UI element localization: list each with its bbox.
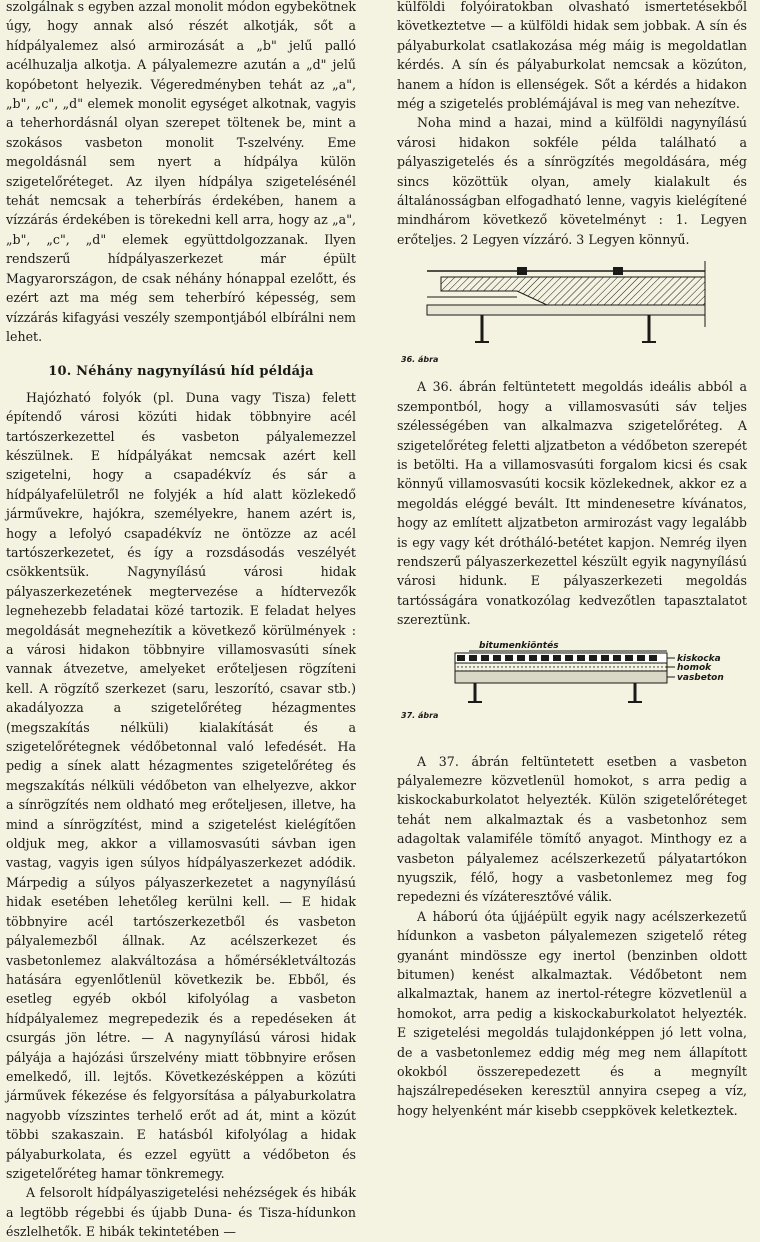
figure-caption: 37. ábra (401, 711, 439, 721)
paragraph: A 37. ábrán feltüntetett esetben a vasbeton pályalemezre közvetlenül homokot, s arra pedig a kiskockaburkolatot helyezték. Külön szigetelőréteget tehát nem alkalmaztak és a vasbetonhoz sem adagoltak valamiféle tömítő anyagot. Minthogy ez a vasbeton pályalemez acélszerkezetű pályatartókon nyugszik, félő, hogy a vasbetonlemez meg fog repedezni és vízáteresztővé válik. (397, 753, 747, 905)
figure-37 (397, 638, 747, 744)
label-bitumen: bitumenkiöntés (479, 640, 559, 651)
paragraph: A felsorolt hídpályaszigetelési nehézségek és hibák a legtöbb régebbi és újabb Duna- és Tisza-hídunkon észlelhetők. E hibák tekintetében — (6, 1185, 356, 1240)
figure-36-drawing (397, 257, 747, 355)
paragraph: A 36. ábrán feltüntetett megoldás ideális abból a szempontból, hogy a villamosvasúti sáv teljes szélességében van alkalmazva szigetelőréteg. A szigetelőréteg feletti aljzatbeton a védőbeton szerepét is betölti. Ha a villamosvasúti forgalom kicsi és csak könnyű villamosvasúti kocsik közlekednek, akkor ez a megoldás eléggé bevált. Itt mindenesetre kívánatos, hogy az említett aljzatbeton armirozást vagy legalább is egy vagy két drótháló-betétet kapjon. Nemrég ilyen rendszerű pályaszerkezettel készült egyik nagynyílású városi hidunk. E pályaszerkezeti megoldás tartósságára vonatkozólag kedvezőtlen tapasztalatot szereztünk. (397, 379, 747, 628)
paragraph: Hajózható folyók (pl. Duna vagy Tisza) felett építendő városi közúti hidak többnyire acél tartószerkezettel és vasbeton pályalemezzel készülnek. E hídpályákat nemcsak azért kell szigetelni, hogy a csapadékvíz és sár a hídpályafelületről ne folyjék a híd alatt közlekedő járművekre, hajókra, személyekre, hanem azért is, hogy a lefolyó csapadékvíz ne öntözze az acél tartószerkezetet, és így a rozsdásodás veszélyét csökkentsük. Nagynyílású városi hidak pályaszerkezetének megtervezése a hídtervezők legnehezebb feladatai közé tartozik. E feladat helyes megoldását megnehezítik a következő körülmények : a városi hidakon többnyire villamosvasúti sínek vannak átvezetve, amelyeket erőteljesen rögzíteni kell. A rögzítő szerkezet (saru, leszorító, csavar stb.) akadályozza a szigetelőréteg hézagmentes (megszakítás nélküli) kialakítását és a szigetelőrétegnek védőbetonnal való lefedését. Ha pedig a sínek alatt hézagmentes szigetelőréteg és megszakítás nélküli védőbeton van elhelyezve, akkor a sínrögzítés nem oldható meg erőteljesen, illetve, ha mind a sínrögzítést, mind a szigetelést kielégítően oldjuk meg, akkor a villamosvasúti sávban igen vastag, vagyis igen súlyos hídpályaszerkezet adódik. Márpedig a súlyos pályaszerkezetet a nagynyílású hidak esetében lehetőleg kerülni kell. — E hidak többnyire acél tartószerkezetből és vasbeton pályalemezből állnak. Az acélszerkezet és vasbetonlemez alakváltozása a hőmérsékletváltozás hatására egyenlőtlenül következik be. Ebből, és esetleg egyéb okból kifolyólag a vasbeton hídpályalemez megrepedezik és a repedéseken át csurgás jön létre. — A nagynyílású városi hidak pályája a hajózási űrszelvény miatt többnyire erősen emelkedő, ill. lejtős. Következésképpen a közúti járművek fékezése és felgyorsítása a pályaburkolatra nagyobb vízszintes terhelő erőt ad át, mint a közút többi szakaszain. E hatásból kifolyólag a hidak pályaburkolata, és ezzel együtt a védőbeton és szigetelőréteg hamar tönkremegy. (6, 389, 356, 1181)
cobble-row (457, 655, 657, 661)
label-kiskocka: kiskocka (677, 653, 721, 664)
label-vasbeton: vasbeton (677, 672, 724, 683)
left-column (6, 0, 356, 1242)
section-heading: 10. Néhány nagynyílású híd példája (48, 364, 314, 380)
label-homok: homok (677, 662, 712, 673)
figure-37-drawing (397, 638, 747, 730)
paragraph: Noha mind a hazai, mind a külföldi nagynyílású városi hidakon sokféle példa található a pályaszigetelés és a sínrögzítés megoldására, még sincs közöttük olyan, amely kialakult és általánosságban elfogadható lenne, vagyis kielégítené mindhárom következő követelményt : 1. Legyen erőteljes. 2 Legyen vízzáró. 3 Legyen könnyű. (397, 115, 747, 247)
figure-caption: 36. ábra (401, 354, 439, 364)
paragraph: A háború óta újjáépült egyik nagy acélszerkezetű hídunkon a vasbeton pályalemezen szigetelő réteg gyanánt mindössze egy inertol (benzinben oldott bitumen) kenést alkalmaztak. Védőbetont nem alkalmaztak, hanem az inertol-rétegre közvetlenül a homokot, arra pedig a kiskockaburkolatot helyezték. E szigetelési megoldás tulajdonképpen jó lett volna, de a vasbetonlemez eddig még meg nem állapított okokból összerepedezett és a megnyílt hajszálrepedéseken keresztül annyira csepeg a víz, hogy helyenként már kisebb cseppkövek keletkeztek. (397, 908, 747, 1118)
figure-36 (397, 257, 747, 369)
paragraph: szolgálnak s egyben azzal monolit módon egybekötnek úgy, hogy annak alsó részét alkotják, sőt a hídpályalemez alsó armirozását a „b" jelű palló acélhuzalja alkotja. A pályalemezre azután a „d" jelű kopóbetont helyezik. Végeredményben tehát az „a", „b", „c", „d" elemek monolit egységet alkotnak, vagyis a teherhordásnál olyan szerepet töltenek be, mint a szokásos vasbeton monolit T-szelvény. Eme megoldásnál sem nyert a hídpálya külön szigetelőréteget. Az ilyen hídpálya szigetelésénél tehát nemcsak a teherbírás érdekében, hanem a vízzárás érdekében is törekedni kell arra, hogy az „a", „b", „c", „d" elemek együttdolgozzanak. Ilyen rendszerű hídpályaszerkezet már épült Magyarországon, de csak néhány hónappal ezelőtt, és ezért azt ma még sem teherbíró képesség, sem vízzárás kifagyási veszély szempontjából elbírálni nem lehet. (6, 0, 356, 344)
right-column (397, 0, 747, 1120)
paragraph: külföldi folyóiratokban olvasható ismertetésekből következtetve — a külföldi hidak sem jobbak. A sín és pályaburkolat csatlakozása még máig is megoldatlan kérdés. A sín és pályaburkolat nemcsak a közúton, hanem a hídon is ellenségek. Sőt a kérdés a hidakon még a szigetelés problémájával is meg van nehezítve. (397, 0, 747, 112)
